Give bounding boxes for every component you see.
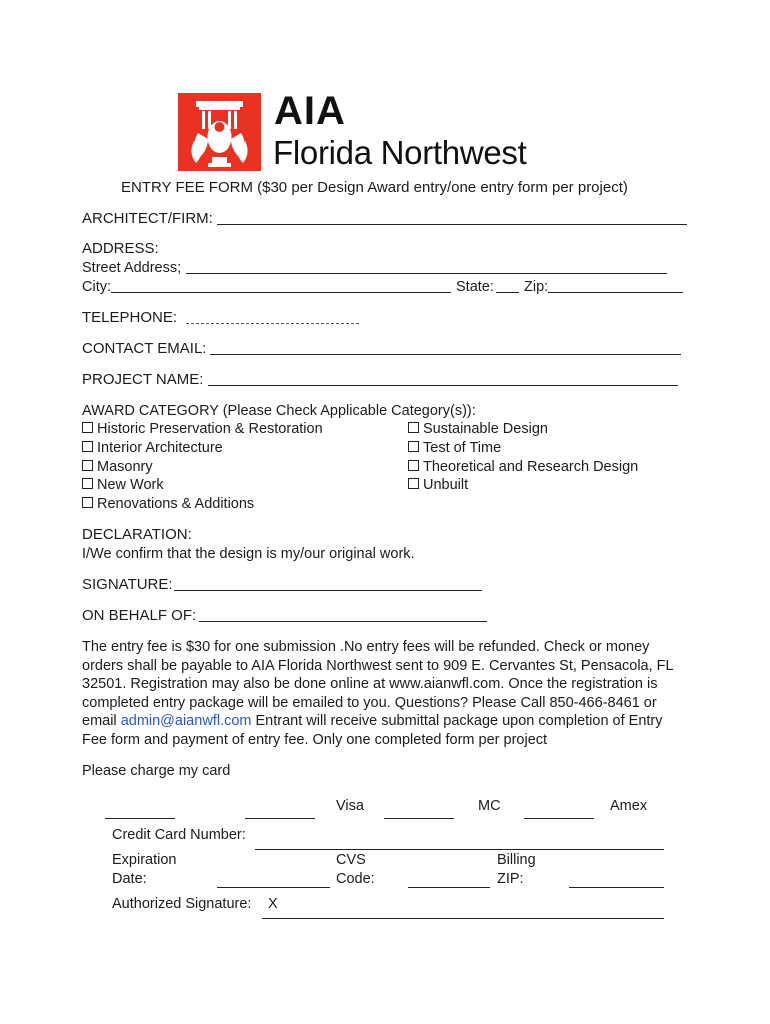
project-label: PROJECT NAME: (82, 371, 204, 388)
signature-field[interactable] (174, 590, 482, 591)
form-heading: ENTRY FEE FORM ($30 per Design Award entry/one entry form per project) (121, 179, 628, 196)
category-label: Historic Preservation & Restoration (97, 421, 323, 437)
cvs-label: CVS (336, 852, 366, 868)
paragraph-text: Entrant will receive submittal package upon completion of Entry Fee form and payment of entry fee. Only one completed form per project (82, 713, 663, 748)
email-field[interactable] (210, 354, 681, 355)
expiration-label: Date: (112, 871, 147, 887)
telephone-label: TELEPHONE: (82, 309, 178, 326)
category-checkbox[interactable] (82, 495, 254, 513)
award-category-label: AWARD CATEGORY (Please Check Applicable Category(s)): (82, 403, 476, 419)
email-link[interactable]: admin@aianwfl.com (120, 713, 252, 730)
telephone-field[interactable] (186, 323, 359, 324)
amex-field[interactable] (524, 818, 594, 819)
card-number-label: Credit Card Number: (112, 827, 246, 843)
street-label: Street Address; (82, 260, 182, 276)
category-label: Unbuilt (423, 477, 469, 493)
logo-subtitle: Florida Northwest (273, 134, 527, 171)
mc-field[interactable] (384, 818, 454, 819)
category-label: Sustainable Design (423, 421, 548, 437)
email-label: CONTACT EMAIL: (82, 340, 207, 357)
checkbox-icon (82, 441, 93, 452)
visa-field[interactable] (245, 818, 315, 819)
signature-label: SIGNATURE: (82, 576, 173, 593)
expiration-label: Expiration (112, 852, 177, 868)
paragraph-text: The entry fee is $30 for one submission .No entry fees will be refunded. Check or money orders shall be payable to AIA Florida Northwest sent to 909 E. Cervantes St, Pensacola, FL 32501. Registration may also be done online at www.aianwfl.com. Once the registration is completed entry package will be emailed to you. Questions? Please Call 850-466-8461 or email (82, 639, 674, 730)
category-label: Interior Architecture (97, 440, 223, 456)
declaration-text: I/We confirm that the design is my/our original work. (82, 546, 415, 562)
aia-logo-mark (178, 93, 261, 171)
architect-field[interactable] (217, 224, 687, 225)
zip-field[interactable] (548, 292, 683, 293)
category-checkbox[interactable] (408, 476, 468, 494)
address-label: ADDRESS: (82, 240, 159, 257)
visa-label: Visa (336, 798, 364, 814)
checkbox-icon (408, 478, 419, 489)
fee-paragraph (82, 638, 682, 750)
category-label: Test of Time (423, 440, 502, 456)
logo-title: AIA (274, 89, 346, 133)
behalf-label: ON BEHALF OF: (82, 607, 197, 624)
checkbox-icon (82, 478, 93, 489)
billing-zip-field[interactable] (569, 887, 664, 888)
checkbox-icon (82, 460, 93, 471)
architect-label: ARCHITECT/FIRM: (82, 210, 213, 227)
cvs-label: Code: (336, 871, 375, 887)
cvs-field[interactable] (408, 887, 490, 888)
city-field[interactable] (111, 292, 451, 293)
category-checkbox[interactable] (82, 476, 164, 494)
checkbox-icon (408, 460, 419, 471)
street-field[interactable] (186, 273, 667, 274)
project-field[interactable] (208, 385, 678, 386)
card-number-field[interactable] (255, 849, 664, 850)
checkbox-icon (408, 422, 419, 433)
billing-label: ZIP: (497, 871, 524, 887)
category-label: Masonry (97, 459, 153, 475)
auth-signature-mark: X (268, 896, 278, 912)
state-field[interactable] (496, 292, 519, 293)
checkbox-icon (82, 422, 93, 433)
billing-label: Billing (497, 852, 536, 868)
auth-signature-label: Authorized Signature: (112, 896, 252, 912)
category-checkbox[interactable] (408, 439, 501, 457)
aia-column-eagle-icon (178, 93, 261, 171)
amex-label: Amex (610, 798, 648, 814)
declaration-label: DECLARATION: (82, 526, 192, 543)
charge-label: Please charge my card (82, 763, 231, 779)
state-label: State: (456, 279, 494, 295)
category-checkbox[interactable] (82, 439, 223, 457)
category-checkbox[interactable] (82, 420, 323, 438)
category-checkbox[interactable] (82, 458, 153, 476)
category-label: New Work (97, 477, 164, 493)
mc-label: MC (478, 798, 501, 814)
checkbox-icon (408, 441, 419, 452)
category-label: Renovations & Additions (97, 496, 255, 512)
checkbox-icon (82, 497, 93, 508)
expiration-field[interactable] (217, 887, 330, 888)
category-checkbox[interactable] (408, 458, 638, 476)
zip-label: Zip: (524, 279, 549, 295)
behalf-field[interactable] (199, 621, 487, 622)
city-label: City: (82, 279, 111, 295)
category-checkbox[interactable] (408, 420, 548, 438)
card-blank-field[interactable] (105, 818, 175, 819)
auth-signature-field[interactable] (262, 918, 664, 919)
category-label: Theoretical and Research Design (423, 459, 639, 475)
